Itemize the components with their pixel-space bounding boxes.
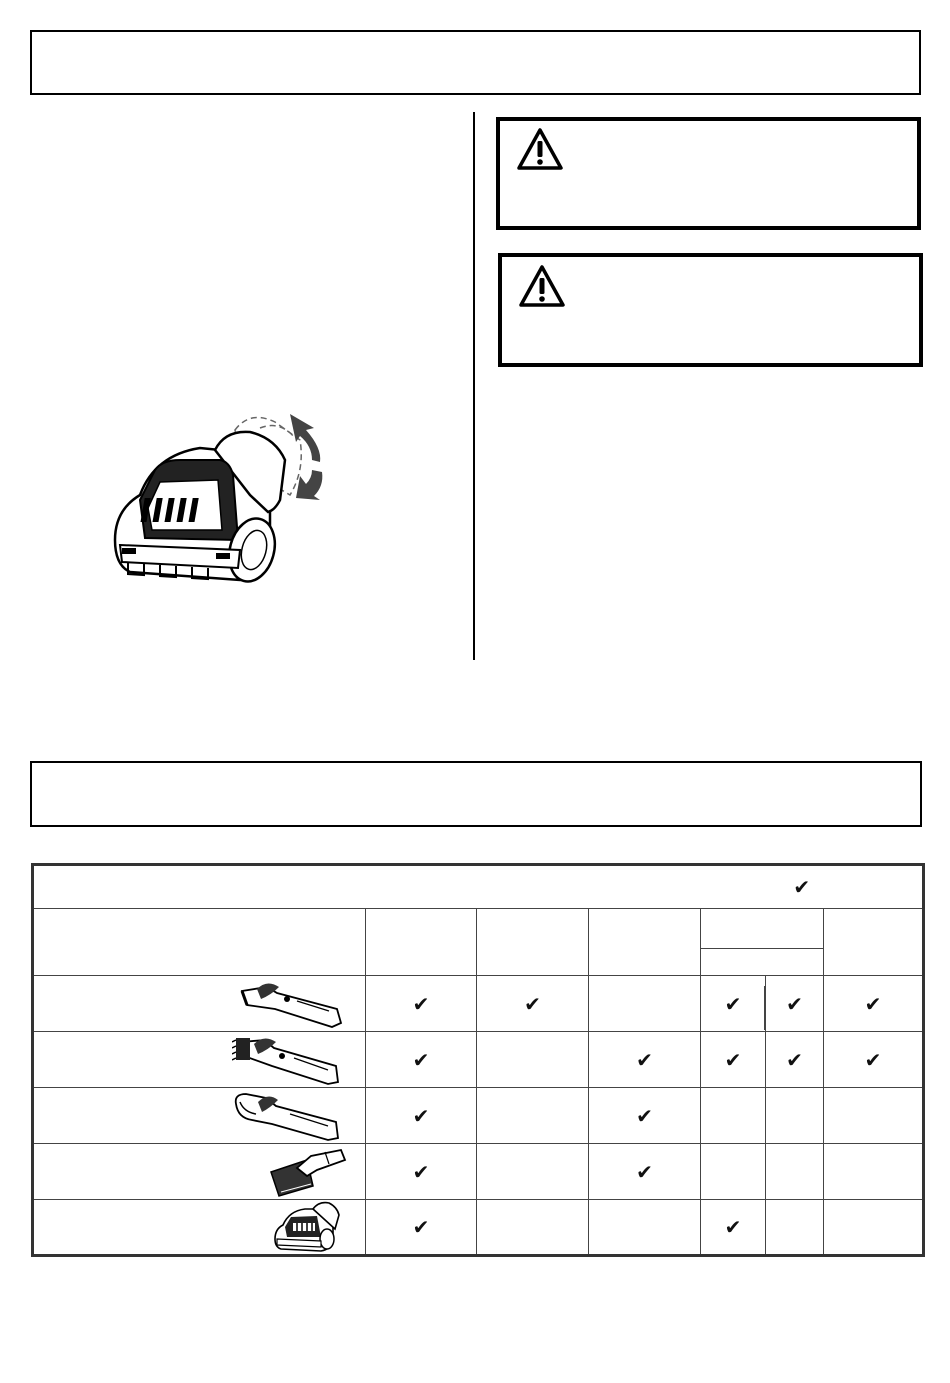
check-icon: ✔: [412, 1159, 430, 1184]
turbo-nozzle-illustration: [100, 400, 350, 600]
table-row: [33, 1032, 924, 1088]
check-cell: [589, 1088, 701, 1144]
turbo-nozzle-icon: [273, 1201, 347, 1253]
check-icon: ✔: [724, 991, 742, 1016]
check-cell: [589, 1144, 701, 1200]
check-cell: [589, 1200, 701, 1256]
check-cell: [589, 1032, 701, 1088]
header-col-4-group: [701, 909, 824, 949]
check-cell: [366, 976, 477, 1032]
check-cell: [824, 1088, 924, 1144]
check-cell: [701, 1088, 766, 1144]
upholstery-tool-icon: [232, 1090, 347, 1142]
section-header-box-top: [30, 30, 921, 95]
check-icon: ✔: [636, 1047, 653, 1072]
check-cell: [701, 1144, 766, 1200]
check-cell: [477, 1032, 589, 1088]
attachment-cell: [33, 1144, 366, 1200]
check-cell: [366, 1144, 477, 1200]
attachment-cell: [33, 1088, 366, 1144]
header-col-2: [477, 909, 589, 976]
check-cell: [477, 1144, 589, 1200]
table-row: [33, 1088, 924, 1144]
check-cell: [824, 1200, 924, 1256]
check-cell: [589, 976, 701, 1032]
check-icon: ✔: [786, 991, 803, 1016]
header-attachment-cell: [33, 909, 366, 976]
check-cell: [477, 1200, 589, 1256]
check-icon: ✔: [793, 875, 811, 899]
table-title-row: [33, 865, 924, 909]
check-cell: [766, 1032, 824, 1088]
table-title-cell: [33, 865, 924, 909]
check-cell: [477, 976, 589, 1032]
attachment-cell: [33, 976, 366, 1032]
table-row: [33, 1200, 924, 1256]
check-icon: ✔: [524, 991, 541, 1016]
check-cell: [766, 1088, 824, 1144]
warning-triangle-icon: [516, 127, 564, 171]
dusting-brush-icon: [232, 1034, 347, 1086]
check-cell: [366, 1032, 477, 1088]
warning-box-1: [496, 117, 921, 230]
check-cell: [766, 1200, 824, 1256]
attachment-cell: [33, 1032, 366, 1088]
check-cell: [766, 1144, 824, 1200]
check-cell: [366, 1200, 477, 1256]
attachment-usage-table: [31, 863, 925, 1257]
check-icon: ✔: [412, 1047, 430, 1072]
table-header-row: [33, 909, 924, 949]
check-icon: ✔: [412, 991, 430, 1016]
check-icon: ✔: [864, 1047, 882, 1072]
warning-triangle-icon: [518, 264, 566, 308]
header-col-4-sub: [701, 949, 824, 976]
check-icon: ✔: [724, 1215, 742, 1239]
header-col-1: [366, 909, 477, 976]
check-cell: [824, 1032, 924, 1088]
check-icon: ✔: [636, 1159, 653, 1184]
check-icon: ✔: [636, 1103, 653, 1128]
check-cell: [366, 1088, 477, 1144]
table-row: [33, 1144, 924, 1200]
check-cell: [824, 1144, 924, 1200]
check-cell: [701, 1032, 766, 1088]
section-header-box-usage: [30, 761, 922, 827]
crevice-tool-icon: [237, 979, 347, 1029]
check-cell: [701, 976, 766, 1032]
column-divider: [473, 112, 475, 660]
attachment-cell: [33, 1200, 366, 1256]
floor-brush-icon: [267, 1146, 347, 1198]
warning-box-2: [498, 253, 923, 367]
check-icon: ✔: [864, 991, 882, 1016]
check-icon: ✔: [412, 1103, 430, 1128]
subcolumn-divider: [764, 986, 765, 1030]
check-cell: [477, 1088, 589, 1144]
check-cell: [824, 976, 924, 1032]
check-cell: [701, 1200, 766, 1256]
header-col-6: [824, 909, 924, 976]
check-cell: [766, 976, 824, 1032]
check-icon: ✔: [412, 1215, 430, 1239]
check-icon: ✔: [786, 1047, 803, 1072]
check-icon: ✔: [724, 1047, 742, 1072]
table-row: [33, 976, 924, 1032]
header-col-3: [589, 909, 701, 976]
